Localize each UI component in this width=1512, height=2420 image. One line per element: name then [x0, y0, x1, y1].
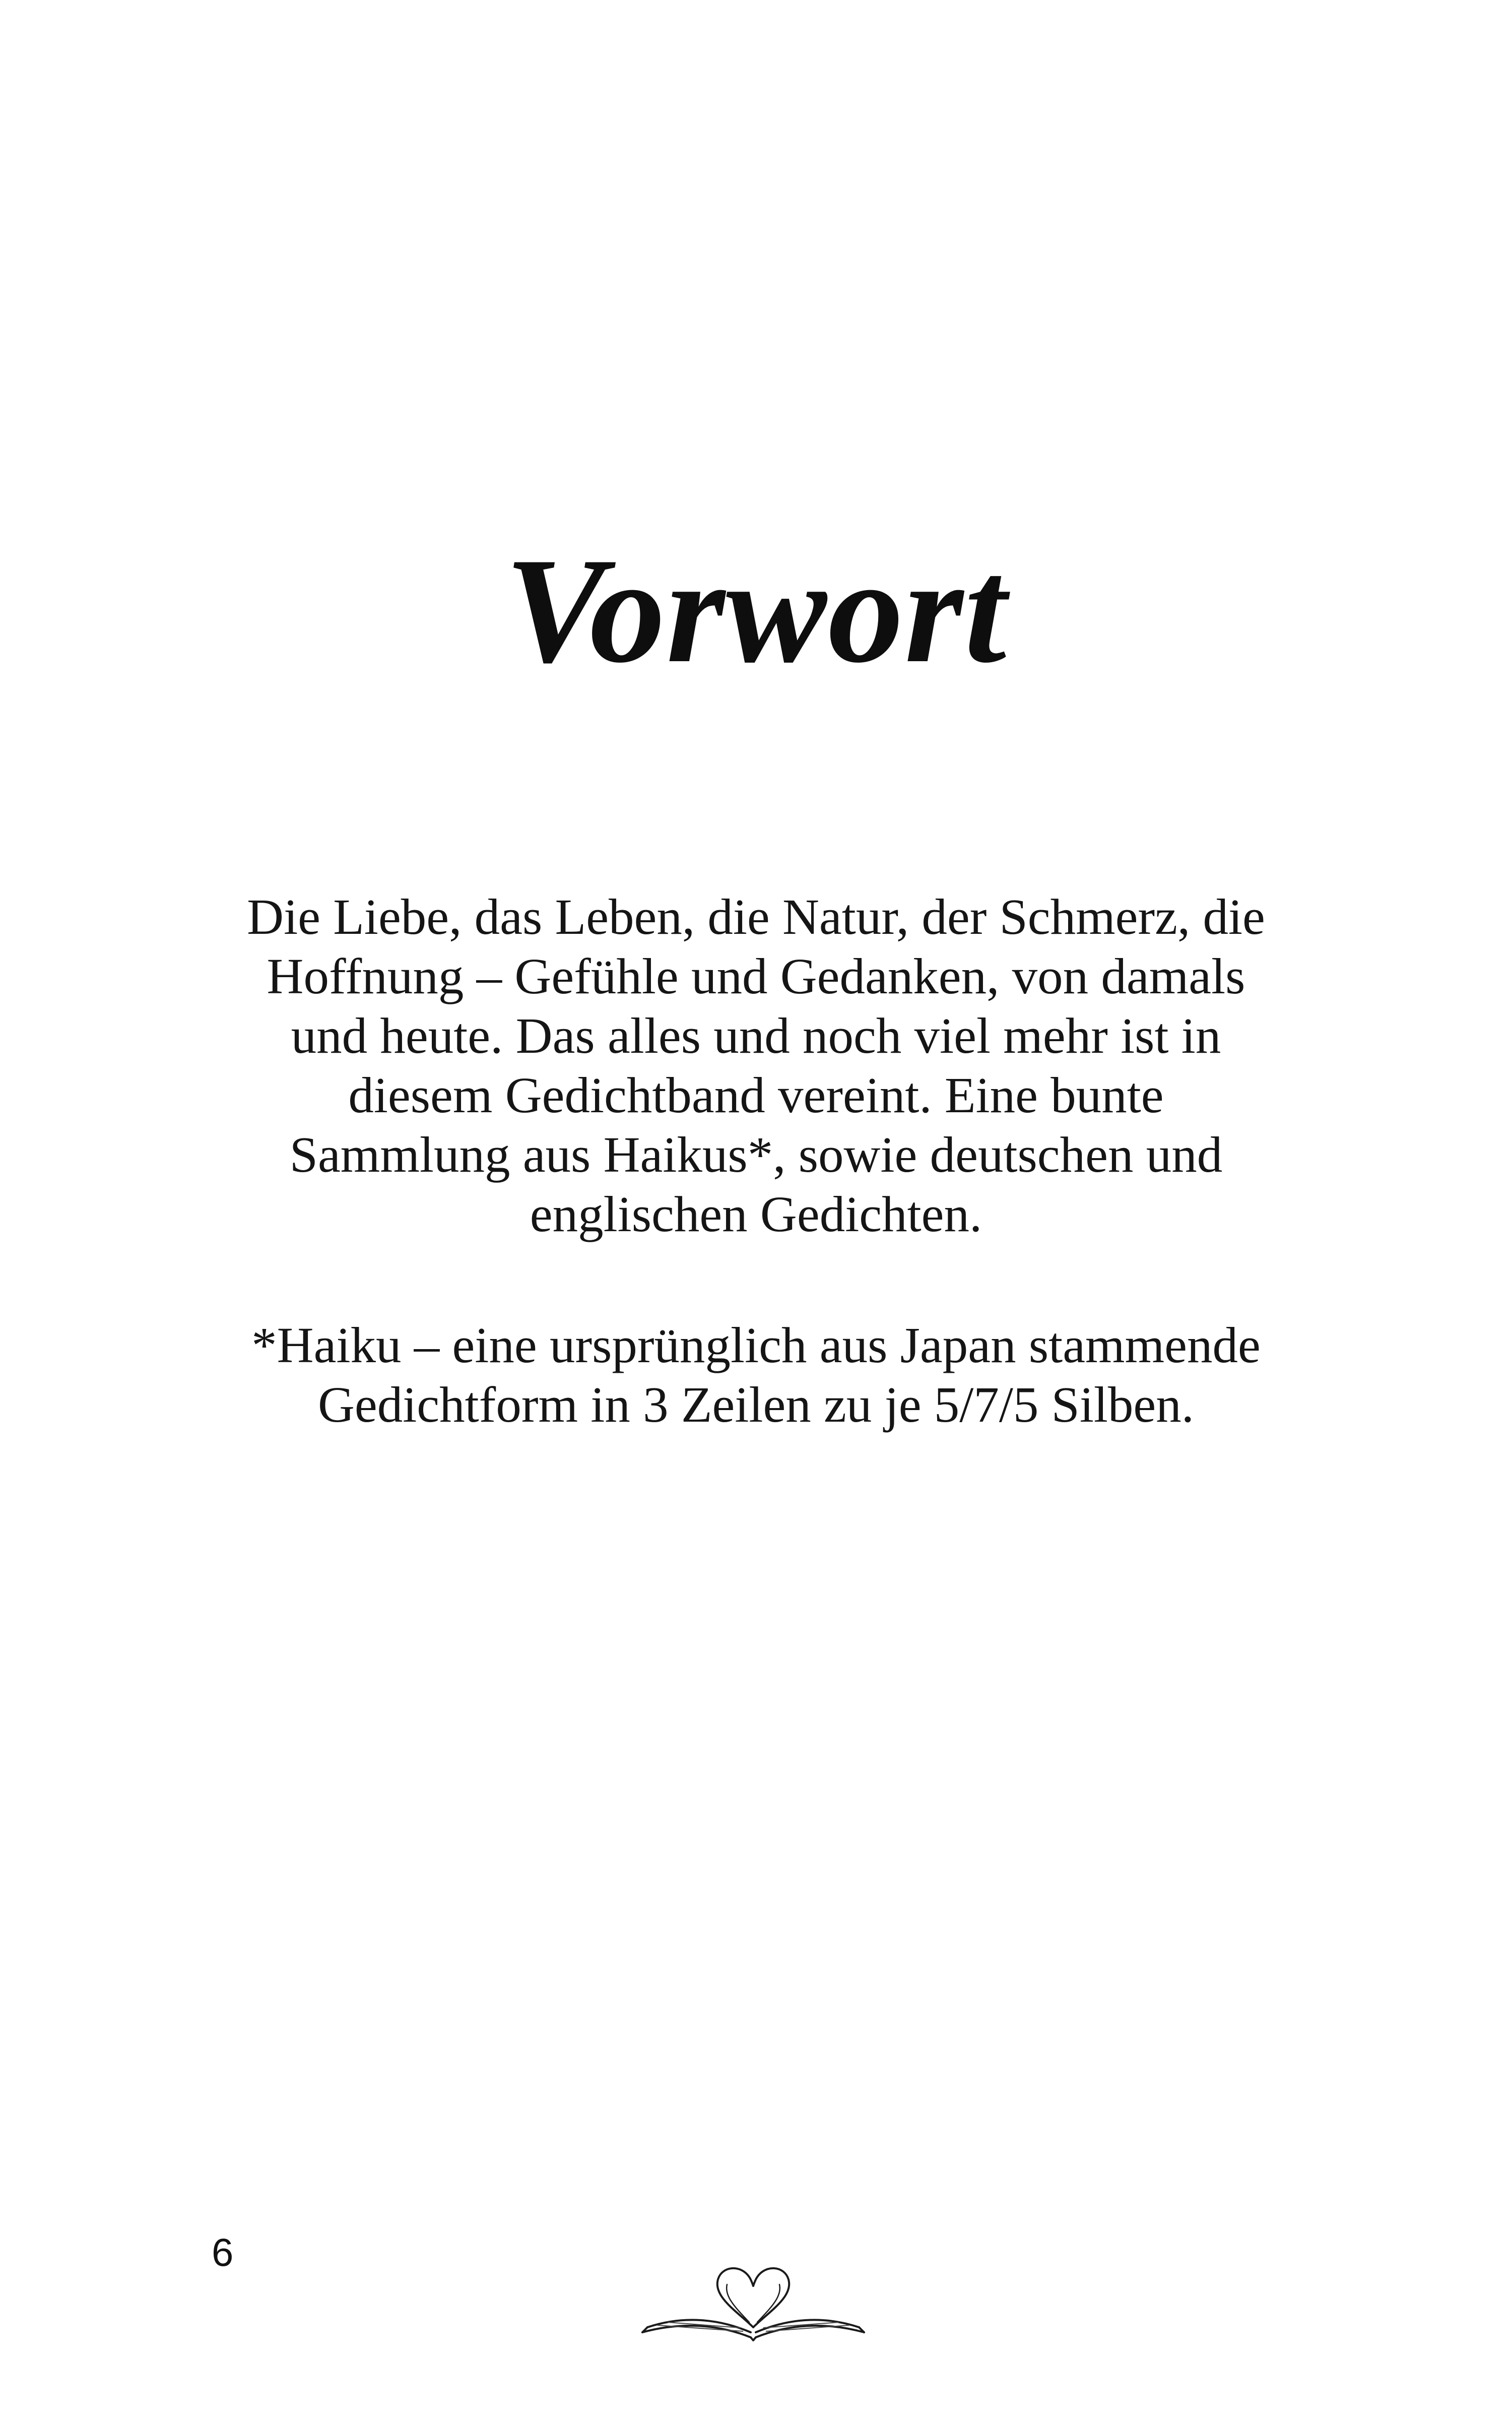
paragraph-line: Die Liebe, das Leben, die Natur, der Schmerz, die: [247, 888, 1265, 945]
footnote-line: *Haiku – eine ursprünglich aus Japan stammende: [251, 1317, 1261, 1373]
page-title: Vorwort: [504, 527, 1008, 694]
paragraph-line: Sammlung aus Haikus*, sowie deutschen und: [289, 1126, 1223, 1183]
page-number: 6: [212, 2230, 234, 2274]
open-book-heart-icon: [637, 2257, 869, 2347]
paragraph-line: und heute. Das alles und noch viel mehr ist in: [291, 1007, 1221, 1064]
paragraph-line: diesem Gedichtband vereint. Eine bunte: [348, 1067, 1164, 1123]
preface-paragraph: [151, 887, 1361, 1244]
haiku-footnote: [151, 1315, 1361, 1434]
paragraph-line: englischen Gedichten.: [530, 1186, 982, 1242]
footnote-line: Gedichtform in 3 Zeilen zu je 5/7/5 Silben.: [317, 1376, 1195, 1433]
paragraph-line: Hoffnung – Gefühle und Gedanken, von damals: [267, 948, 1245, 1004]
